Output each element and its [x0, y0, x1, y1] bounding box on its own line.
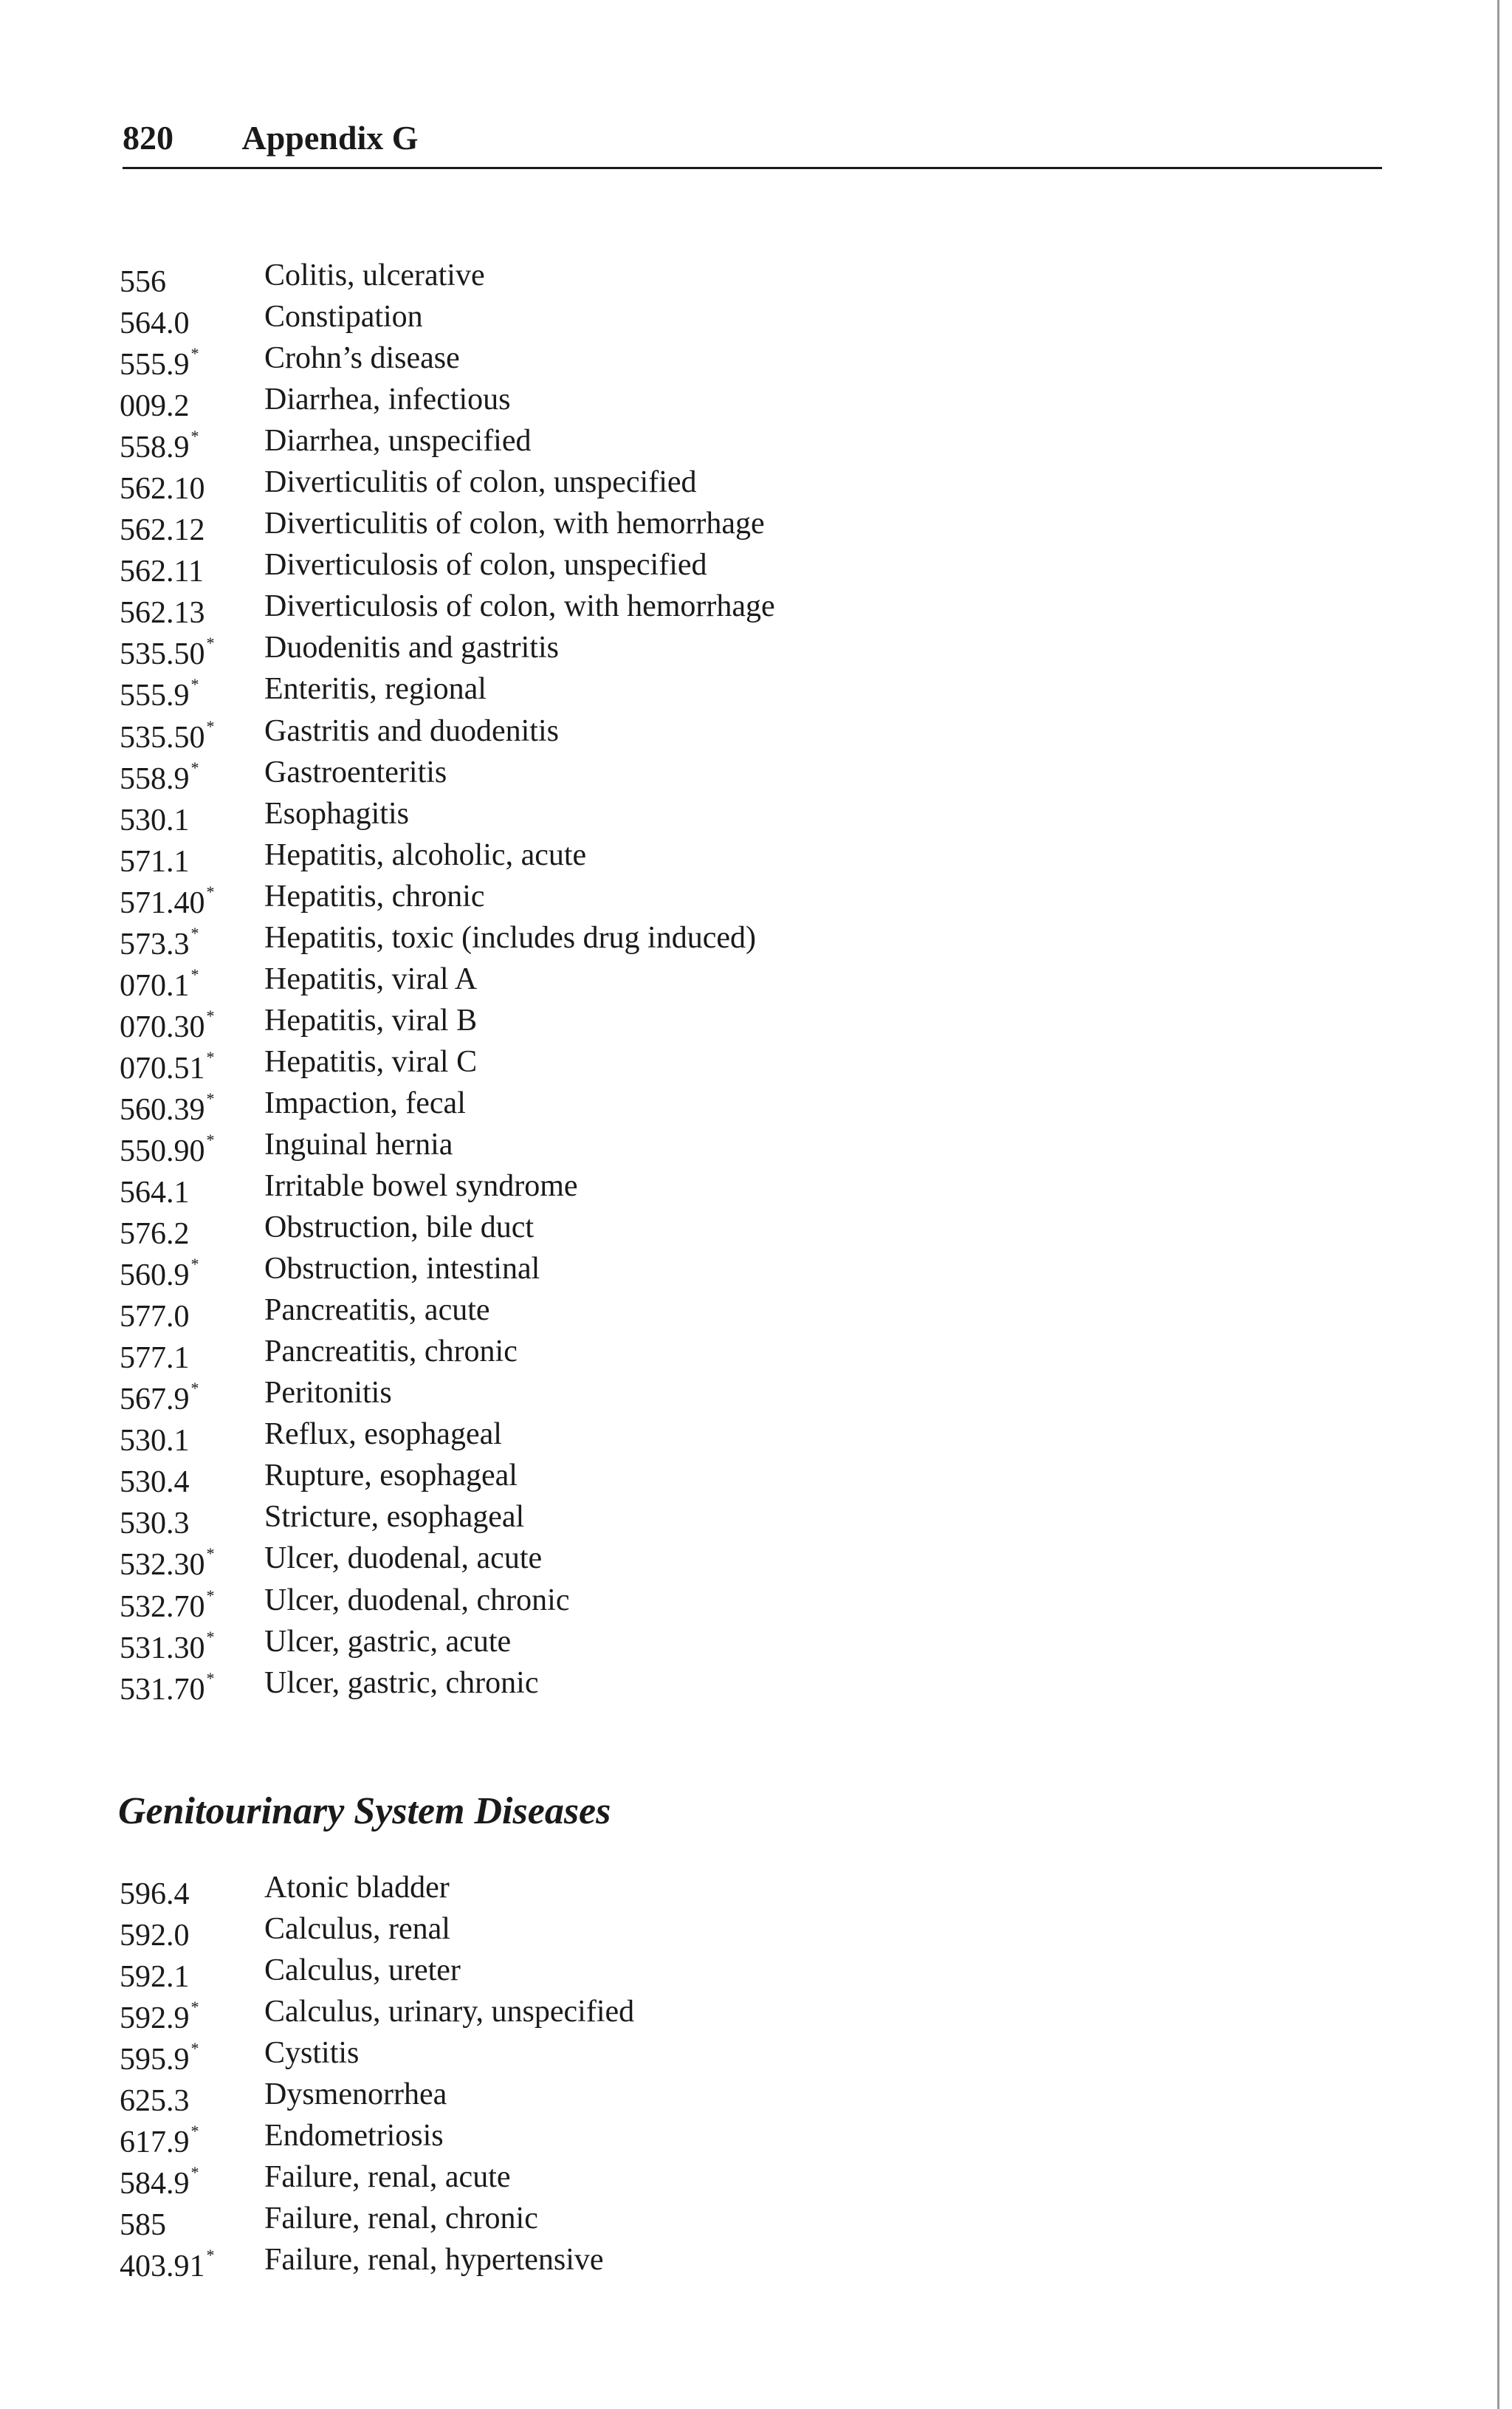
code-entry	[120, 2239, 634, 2284]
code-entry	[120, 420, 775, 465]
diagnosis-code	[120, 296, 264, 341]
diagnosis-code	[120, 379, 264, 424]
code-entry	[120, 1867, 634, 1911]
diagnosis-code	[120, 627, 264, 672]
diagnosis-description: Esophagitis	[264, 796, 409, 831]
code-asterisk-marker: *	[190, 758, 199, 777]
digestive-code-list	[120, 255, 775, 1707]
diagnosis-code-value: 009.2	[120, 389, 190, 424]
diagnosis-description: Hepatitis, chronic	[264, 879, 485, 914]
diagnosis-description: Ulcer, duodenal, chronic	[264, 1583, 570, 1617]
diagnosis-code	[120, 1041, 264, 1086]
diagnosis-code	[120, 1165, 264, 1210]
code-entry	[120, 1538, 775, 1583]
diagnosis-description: Diverticulosis of colon, unspecified	[264, 548, 707, 583]
code-entry	[120, 255, 775, 299]
code-asterisk-marker: *	[206, 1586, 215, 1605]
diagnosis-description: Calculus, renal	[264, 1912, 450, 1947]
code-asterisk-marker: *	[206, 882, 215, 901]
diagnosis-code	[120, 255, 264, 299]
diagnosis-description: Peritonitis	[264, 1376, 392, 1411]
diagnosis-code	[120, 586, 264, 631]
genitourinary-code-list	[120, 1867, 635, 2284]
code-asterisk-marker: *	[206, 1130, 215, 1149]
diagnosis-description: Failure, renal, acute	[264, 2160, 511, 2195]
diagnosis-code	[120, 1248, 264, 1293]
code-asterisk-marker: *	[206, 1544, 215, 1563]
diagnosis-code-value: 592.1	[120, 1960, 190, 1995]
code-entry	[120, 1496, 775, 1541]
code-asterisk-marker: *	[190, 2163, 199, 2182]
code-entry	[120, 917, 775, 962]
code-asterisk-marker: *	[206, 1047, 215, 1066]
code-asterisk-marker: *	[190, 1998, 199, 2017]
diagnosis-code-value: 562.13	[120, 596, 205, 631]
diagnosis-code	[120, 1083, 264, 1127]
diagnosis-code-value: 577.1	[120, 1341, 190, 1376]
diagnosis-code	[120, 1496, 264, 1541]
diagnosis-description: Pancreatitis, acute	[264, 1293, 490, 1328]
diagnosis-code-value: 585	[120, 2208, 166, 2243]
code-entry	[120, 627, 775, 672]
code-entry	[120, 586, 775, 631]
diagnosis-code	[120, 793, 264, 835]
diagnosis-code-value: 567.9	[120, 1382, 190, 1417]
code-entry	[120, 1580, 775, 1624]
code-asterisk-marker: *	[190, 1379, 199, 1398]
code-entry	[120, 1165, 775, 1210]
diagnosis-code-value: 560.39	[120, 1092, 205, 1127]
diagnosis-code-value: 530.1	[120, 803, 190, 837]
diagnosis-code-value: 592.0	[120, 1919, 190, 1953]
diagnosis-code	[120, 2115, 264, 2160]
code-asterisk-marker: *	[206, 1006, 215, 1025]
diagnosis-code	[120, 917, 264, 962]
code-entry	[120, 668, 775, 713]
code-entry	[120, 1248, 775, 1293]
diagnosis-description: Irritable bowel syndrome	[264, 1169, 578, 1204]
diagnosis-description: Diverticulitis of colon, with hemorrhage	[264, 507, 765, 541]
code-entry	[120, 462, 775, 507]
code-asterisk-marker: *	[190, 344, 199, 363]
diagnosis-code-value: 617.9	[120, 2125, 190, 2160]
diagnosis-code-value: 596.4	[120, 1877, 190, 1911]
diagnosis-code	[120, 752, 264, 796]
code-entry	[120, 1083, 775, 1127]
code-entry	[120, 2198, 634, 2243]
diagnosis-code-value: 571.40	[120, 885, 205, 920]
diagnosis-code-value: 562.12	[120, 513, 205, 548]
diagnosis-code	[120, 1207, 264, 1252]
code-entry	[120, 876, 775, 920]
diagnosis-code-value: 562.10	[120, 472, 205, 507]
code-entry	[120, 2156, 634, 2201]
diagnosis-code	[120, 2032, 264, 2077]
diagnosis-description: Diverticulitis of colon, unspecified	[264, 465, 697, 500]
diagnosis-description: Rupture, esophageal	[264, 1459, 518, 1493]
running-title: Appendix G	[241, 119, 419, 157]
diagnosis-description: Pancreatitis, chronic	[264, 1334, 518, 1369]
diagnosis-description: Duodenitis and gastritis	[264, 631, 559, 665]
code-asterisk-marker: *	[190, 964, 199, 984]
diagnosis-code	[120, 1662, 264, 1707]
code-entry	[120, 1662, 775, 1707]
code-asterisk-marker: *	[206, 634, 215, 653]
diagnosis-code	[120, 959, 264, 1003]
code-asterisk-marker: *	[206, 2246, 215, 2265]
code-asterisk-marker: *	[190, 2122, 199, 2141]
diagnosis-description: Gastritis and duodenitis	[264, 713, 559, 748]
page-header	[123, 109, 1382, 169]
diagnosis-code	[120, 835, 264, 879]
diagnosis-description: Hepatitis, alcoholic, acute	[264, 837, 587, 872]
diagnosis-description: Hepatitis, toxic (includes drug induced)	[264, 920, 756, 955]
diagnosis-code-value: 532.70	[120, 1589, 205, 1624]
code-entry	[120, 793, 775, 835]
diagnosis-code	[120, 1372, 264, 1417]
diagnosis-code-value: 558.9	[120, 431, 190, 465]
diagnosis-description: Stricture, esophageal	[264, 1500, 525, 1535]
code-asterisk-marker: *	[190, 2039, 199, 2058]
diagnosis-description: Hepatitis, viral A	[264, 962, 478, 996]
diagnosis-description: Ulcer, gastric, chronic	[264, 1665, 539, 1700]
diagnosis-code-value: 576.2	[120, 1217, 190, 1252]
diagnosis-code	[120, 503, 264, 548]
diagnosis-description: Ulcer, gastric, acute	[264, 1624, 512, 1659]
diagnosis-code-value: 558.9	[120, 761, 190, 796]
page-number: 820	[123, 119, 173, 157]
diagnosis-code	[120, 2156, 264, 2201]
diagnosis-code-value: 403.91	[120, 2249, 205, 2284]
code-asterisk-marker: *	[190, 427, 199, 446]
diagnosis-code	[120, 2198, 264, 2243]
diagnosis-code-value: 562.11	[120, 555, 204, 589]
code-entry	[120, 1950, 634, 1995]
diagnosis-code-value: 535.50	[120, 637, 205, 672]
code-entry	[120, 1207, 775, 1252]
diagnosis-code-value: 535.50	[120, 720, 205, 755]
diagnosis-description: Failure, renal, hypertensive	[264, 2243, 604, 2278]
code-entry	[120, 752, 775, 796]
diagnosis-code	[120, 1000, 264, 1044]
code-entry	[120, 1455, 775, 1500]
code-entry	[120, 296, 775, 341]
diagnosis-code	[120, 337, 264, 383]
diagnosis-description: Hepatitis, viral C	[264, 1044, 478, 1079]
diagnosis-description: Calculus, ureter	[264, 1953, 461, 1988]
diagnosis-description: Cystitis	[264, 2036, 360, 2071]
diagnosis-code-value: 530.4	[120, 1465, 190, 1500]
code-entry	[120, 503, 775, 548]
diagnosis-code	[120, 1538, 264, 1583]
code-asterisk-marker: *	[190, 1255, 199, 1274]
diagnosis-description: Crohn’s disease	[264, 341, 460, 376]
diagnosis-description: Diarrhea, infectious	[264, 383, 511, 417]
diagnosis-code	[120, 544, 264, 589]
diagnosis-description: Calculus, urinary, unspecified	[264, 1995, 635, 2029]
diagnosis-description: Failure, renal, chronic	[264, 2201, 538, 2236]
diagnosis-description: Inguinal hernia	[264, 1127, 453, 1162]
diagnosis-code-value: 592.9	[120, 2001, 190, 2036]
diagnosis-code-value: 530.3	[120, 1507, 190, 1541]
diagnosis-code	[120, 2239, 264, 2284]
code-entry	[120, 835, 775, 879]
code-entry	[120, 544, 775, 589]
code-entry	[120, 1331, 775, 1376]
diagnosis-code	[120, 462, 264, 507]
diagnosis-code	[120, 2074, 264, 2119]
diagnosis-code-value: 555.9	[120, 679, 190, 713]
diagnosis-code-value: 555.9	[120, 348, 190, 383]
diagnosis-code	[120, 668, 264, 713]
diagnosis-code	[120, 1124, 264, 1168]
diagnosis-description: Reflux, esophageal	[264, 1417, 502, 1452]
diagnosis-code	[120, 1413, 264, 1459]
diagnosis-code-value: 070.30	[120, 1010, 205, 1044]
diagnosis-description: Diarrhea, unspecified	[264, 424, 532, 459]
diagnosis-code-value: 070.1	[120, 968, 190, 1003]
code-entry	[120, 1124, 775, 1168]
diagnosis-code	[120, 1950, 264, 1995]
code-entry	[120, 1372, 775, 1417]
code-entry	[120, 337, 775, 383]
diagnosis-code	[120, 876, 264, 920]
diagnosis-code-value: 571.1	[120, 844, 190, 879]
diagnosis-code	[120, 1908, 264, 1953]
diagnosis-code-value: 530.1	[120, 1424, 190, 1459]
code-entry	[120, 2074, 634, 2119]
code-asterisk-marker: *	[206, 1089, 215, 1108]
diagnosis-code	[120, 1621, 264, 1665]
diagnosis-description: Constipation	[264, 300, 423, 335]
diagnosis-description: Impaction, fecal	[264, 1086, 466, 1120]
code-asterisk-marker: *	[190, 675, 199, 694]
diagnosis-code-value: 577.0	[120, 1300, 190, 1334]
diagnosis-description: Diverticulosis of colon, with hemorrhage	[264, 589, 775, 624]
code-entry	[120, 1000, 775, 1044]
diagnosis-description: Atonic bladder	[264, 1871, 450, 1905]
code-entry	[120, 379, 775, 424]
diagnosis-code	[120, 1289, 264, 1334]
code-entry	[120, 2032, 634, 2077]
page-edge-line	[1497, 0, 1499, 2409]
section-title-genitourinary: Genitourinary System Diseases	[118, 1790, 611, 1832]
diagnosis-code	[120, 1331, 264, 1376]
diagnosis-code	[120, 1991, 264, 2036]
diagnosis-code-value: 595.9	[120, 2043, 190, 2077]
code-asterisk-marker: *	[190, 923, 199, 942]
code-entry	[120, 1908, 634, 1953]
diagnosis-code-value: 070.51	[120, 1051, 205, 1086]
diagnosis-code-value: 532.30	[120, 1548, 205, 1583]
diagnosis-code-value: 531.70	[120, 1672, 205, 1707]
diagnosis-description: Endometriosis	[264, 2119, 444, 2153]
diagnosis-description: Ulcer, duodenal, acute	[264, 1541, 543, 1576]
diagnosis-description: Dysmenorrhea	[264, 2077, 447, 2112]
code-asterisk-marker: *	[206, 716, 215, 736]
code-entry	[120, 1991, 635, 2036]
code-entry	[120, 1621, 775, 1665]
diagnosis-code-value: 625.3	[120, 2084, 190, 2119]
diagnosis-description: Obstruction, intestinal	[264, 1252, 540, 1286]
diagnosis-code-value: 564.1	[120, 1176, 190, 1210]
code-asterisk-marker: *	[206, 1668, 215, 1687]
diagnosis-code-value: 531.30	[120, 1631, 205, 1665]
diagnosis-code	[120, 1867, 264, 1911]
diagnosis-code	[120, 710, 264, 755]
code-entry	[120, 710, 775, 755]
diagnosis-code-value: 556	[120, 265, 166, 299]
code-entry	[120, 959, 775, 1003]
diagnosis-code-value: 550.90	[120, 1134, 205, 1168]
diagnosis-code	[120, 420, 264, 465]
diagnosis-description: Obstruction, bile duct	[264, 1210, 535, 1245]
code-asterisk-marker: *	[206, 1627, 215, 1646]
code-entry	[120, 2115, 634, 2160]
diagnosis-code-value: 560.9	[120, 1258, 190, 1293]
code-entry	[120, 1289, 775, 1334]
diagnosis-description: Gastroenteritis	[264, 755, 447, 789]
diagnosis-code	[120, 1580, 264, 1624]
diagnosis-code-value: 573.3	[120, 927, 190, 962]
diagnosis-description: Colitis, ulcerative	[264, 258, 485, 292]
diagnosis-description: Enteritis, regional	[264, 672, 487, 707]
diagnosis-code-value: 584.9	[120, 2167, 190, 2201]
code-entry	[120, 1041, 775, 1086]
diagnosis-description: Hepatitis, viral B	[264, 1003, 478, 1038]
code-entry	[120, 1413, 775, 1459]
diagnosis-code	[120, 1455, 264, 1500]
diagnosis-code-value: 564.0	[120, 306, 190, 341]
